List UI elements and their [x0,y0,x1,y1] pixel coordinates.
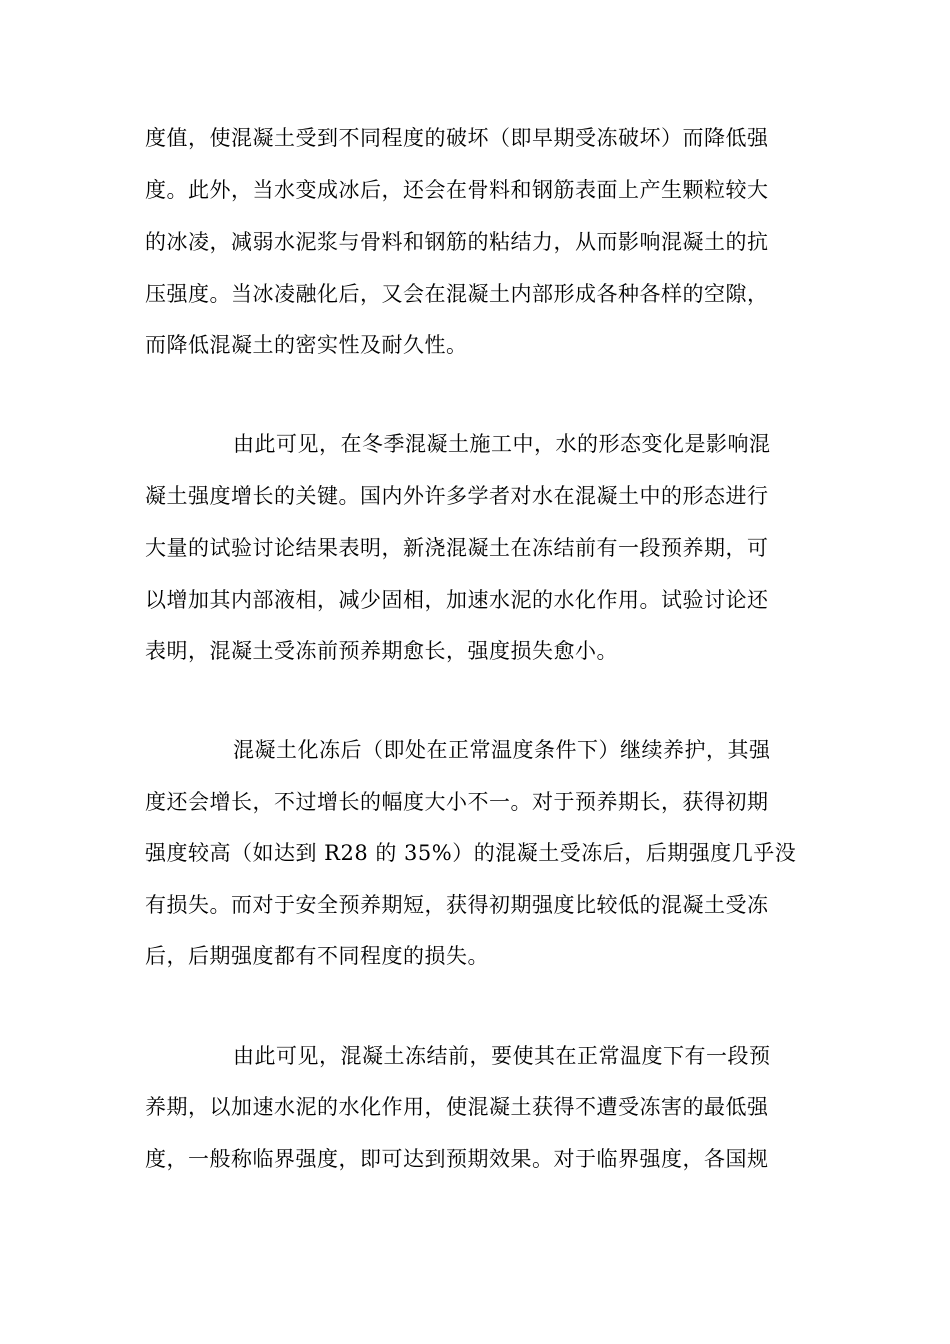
paragraph-1-line-5: 而降低混凝土的密实性及耐久性。 [145,333,468,357]
paragraph-3-line-4: 有损失。而对于安全预养期短，获得初期强度比较低的混凝土受冻 [145,893,769,917]
paragraph-3-line-5: 后，后期强度都有不同程度的损失。 [145,944,489,968]
paragraph-3-line-1: 混凝土化冻后（即处在正常温度条件下）继续养护，其强 [233,738,771,762]
paragraph-4-line-1: 由此可见，混凝土冻结前，要使其在正常温度下有一段预 [233,1044,771,1068]
paragraph-4-line-2: 养期，以加速水泥的水化作用，使混凝土获得不遭受冻害的最低强 [145,1095,769,1119]
paragraph-3-line-3: 强度较高（如达到 R28 的 35%）的混凝土受冻后，后期强度几乎没 [145,841,797,865]
paragraph-2-line-2: 凝土强度增长的关键。国内外许多学者对水在混凝土中的形态进行 [145,484,769,508]
paragraph-4-line-3: 度，一般称临界强度，即可达到预期效果。对于临界强度，各国规 [145,1147,769,1171]
paragraph-2-line-3: 大量的试验讨论结果表明，新浇混凝土在冻结前有一段预养期，可 [145,536,769,560]
paragraph-2-line-4: 以增加其内部液相，减少固相，加速水泥的水化作用。试验讨论还 [145,588,769,612]
paragraph-2-line-1: 由此可见，在冬季混凝土施工中，水的形态变化是影响混 [233,432,771,456]
paragraph-1-line-1: 度值，使混凝土受到不同程度的破坏（即早期受冻破坏）而降低强 [145,126,769,150]
paragraph-1-line-4: 压强度。当冰凌融化后，又会在混凝土内部形成各种各样的空隙， [145,282,769,306]
paragraph-1-line-3: 的冰凌，减弱水泥浆与骨料和钢筋的粘结力，从而影响混凝土的抗 [145,230,769,254]
paragraph-1-line-2: 度。此外，当水变成冰后，还会在骨料和钢筋表面上产生颗粒较大 [145,178,769,202]
paragraph-3-line-2: 度还会增长，不过增长的幅度大小不一。对于预养期长，获得初期 [145,790,769,814]
paragraph-2-line-5: 表明，混凝土受冻前预养期愈长，强度损失愈小。 [145,639,618,663]
